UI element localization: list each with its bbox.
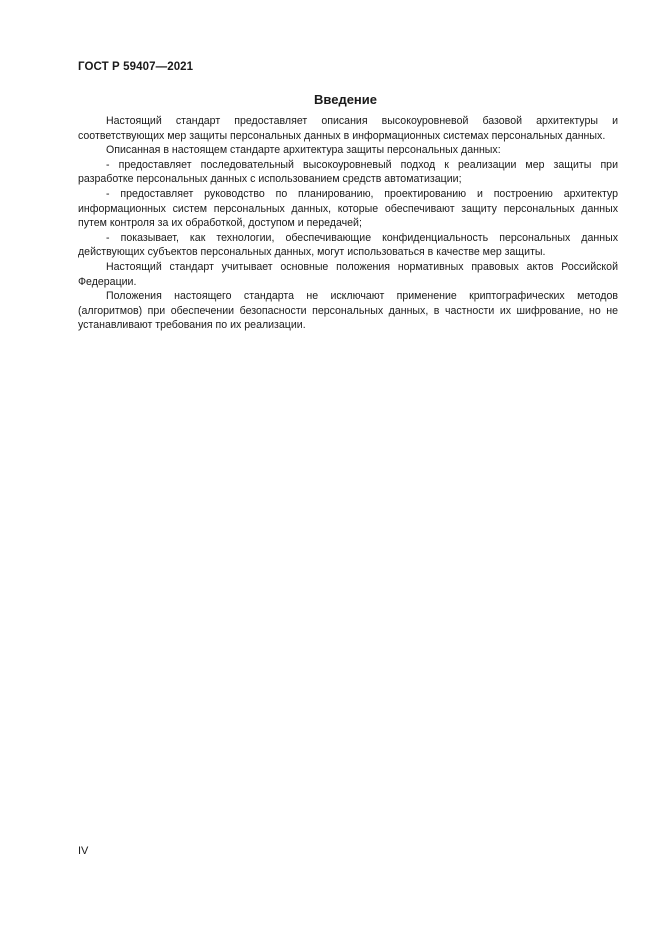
- document-body: [78, 114, 618, 333]
- paragraph-legal-acts: Настоящий стандарт учитывает основные положения нормативных правовых актов Российской Федерации.: [78, 260, 618, 288]
- paragraph-cryptography: Положения настоящего стандарта не исключают применение криптографических методов (алгоритмов) при обеспечении безопасности персональных данных, в частности их шифрование, но не устанавливают требования по их реализации.: [78, 290, 618, 332]
- list-item-guidance: - предоставляет руководство по планированию, проектированию и построению архитектур информационных систем персональных данных, которые обеспечивают защиту персональных данных путем контроля за их обработкой, доступом и передачей;: [78, 187, 618, 230]
- section-title: Введение: [314, 92, 377, 107]
- page-number: IV: [78, 845, 89, 857]
- document-header-code: ГОСТ Р 59407—2021: [78, 61, 194, 73]
- list-item-approach: - предоставляет последовательный высокоуровневый подход к реализации мер защиты при разработке персональных данных с использованием средств автоматизации;: [78, 158, 618, 186]
- paragraph-architecture: Описанная в настоящем стандарте архитектура защиты персональных данных:: [106, 144, 501, 157]
- paragraph-intro: Настоящий стандарт предоставляет описания высокоуровневой базовой архитектуры и соответствующих мер защиты персональных данных в информационных системах персональных данных.: [78, 115, 618, 142]
- list-item-technologies: - показывает, как технологии, обеспечивающие конфиденциальность персональных данных действующих субъектов персональных данных, могут использоваться в качестве мер защиты.: [78, 231, 618, 259]
